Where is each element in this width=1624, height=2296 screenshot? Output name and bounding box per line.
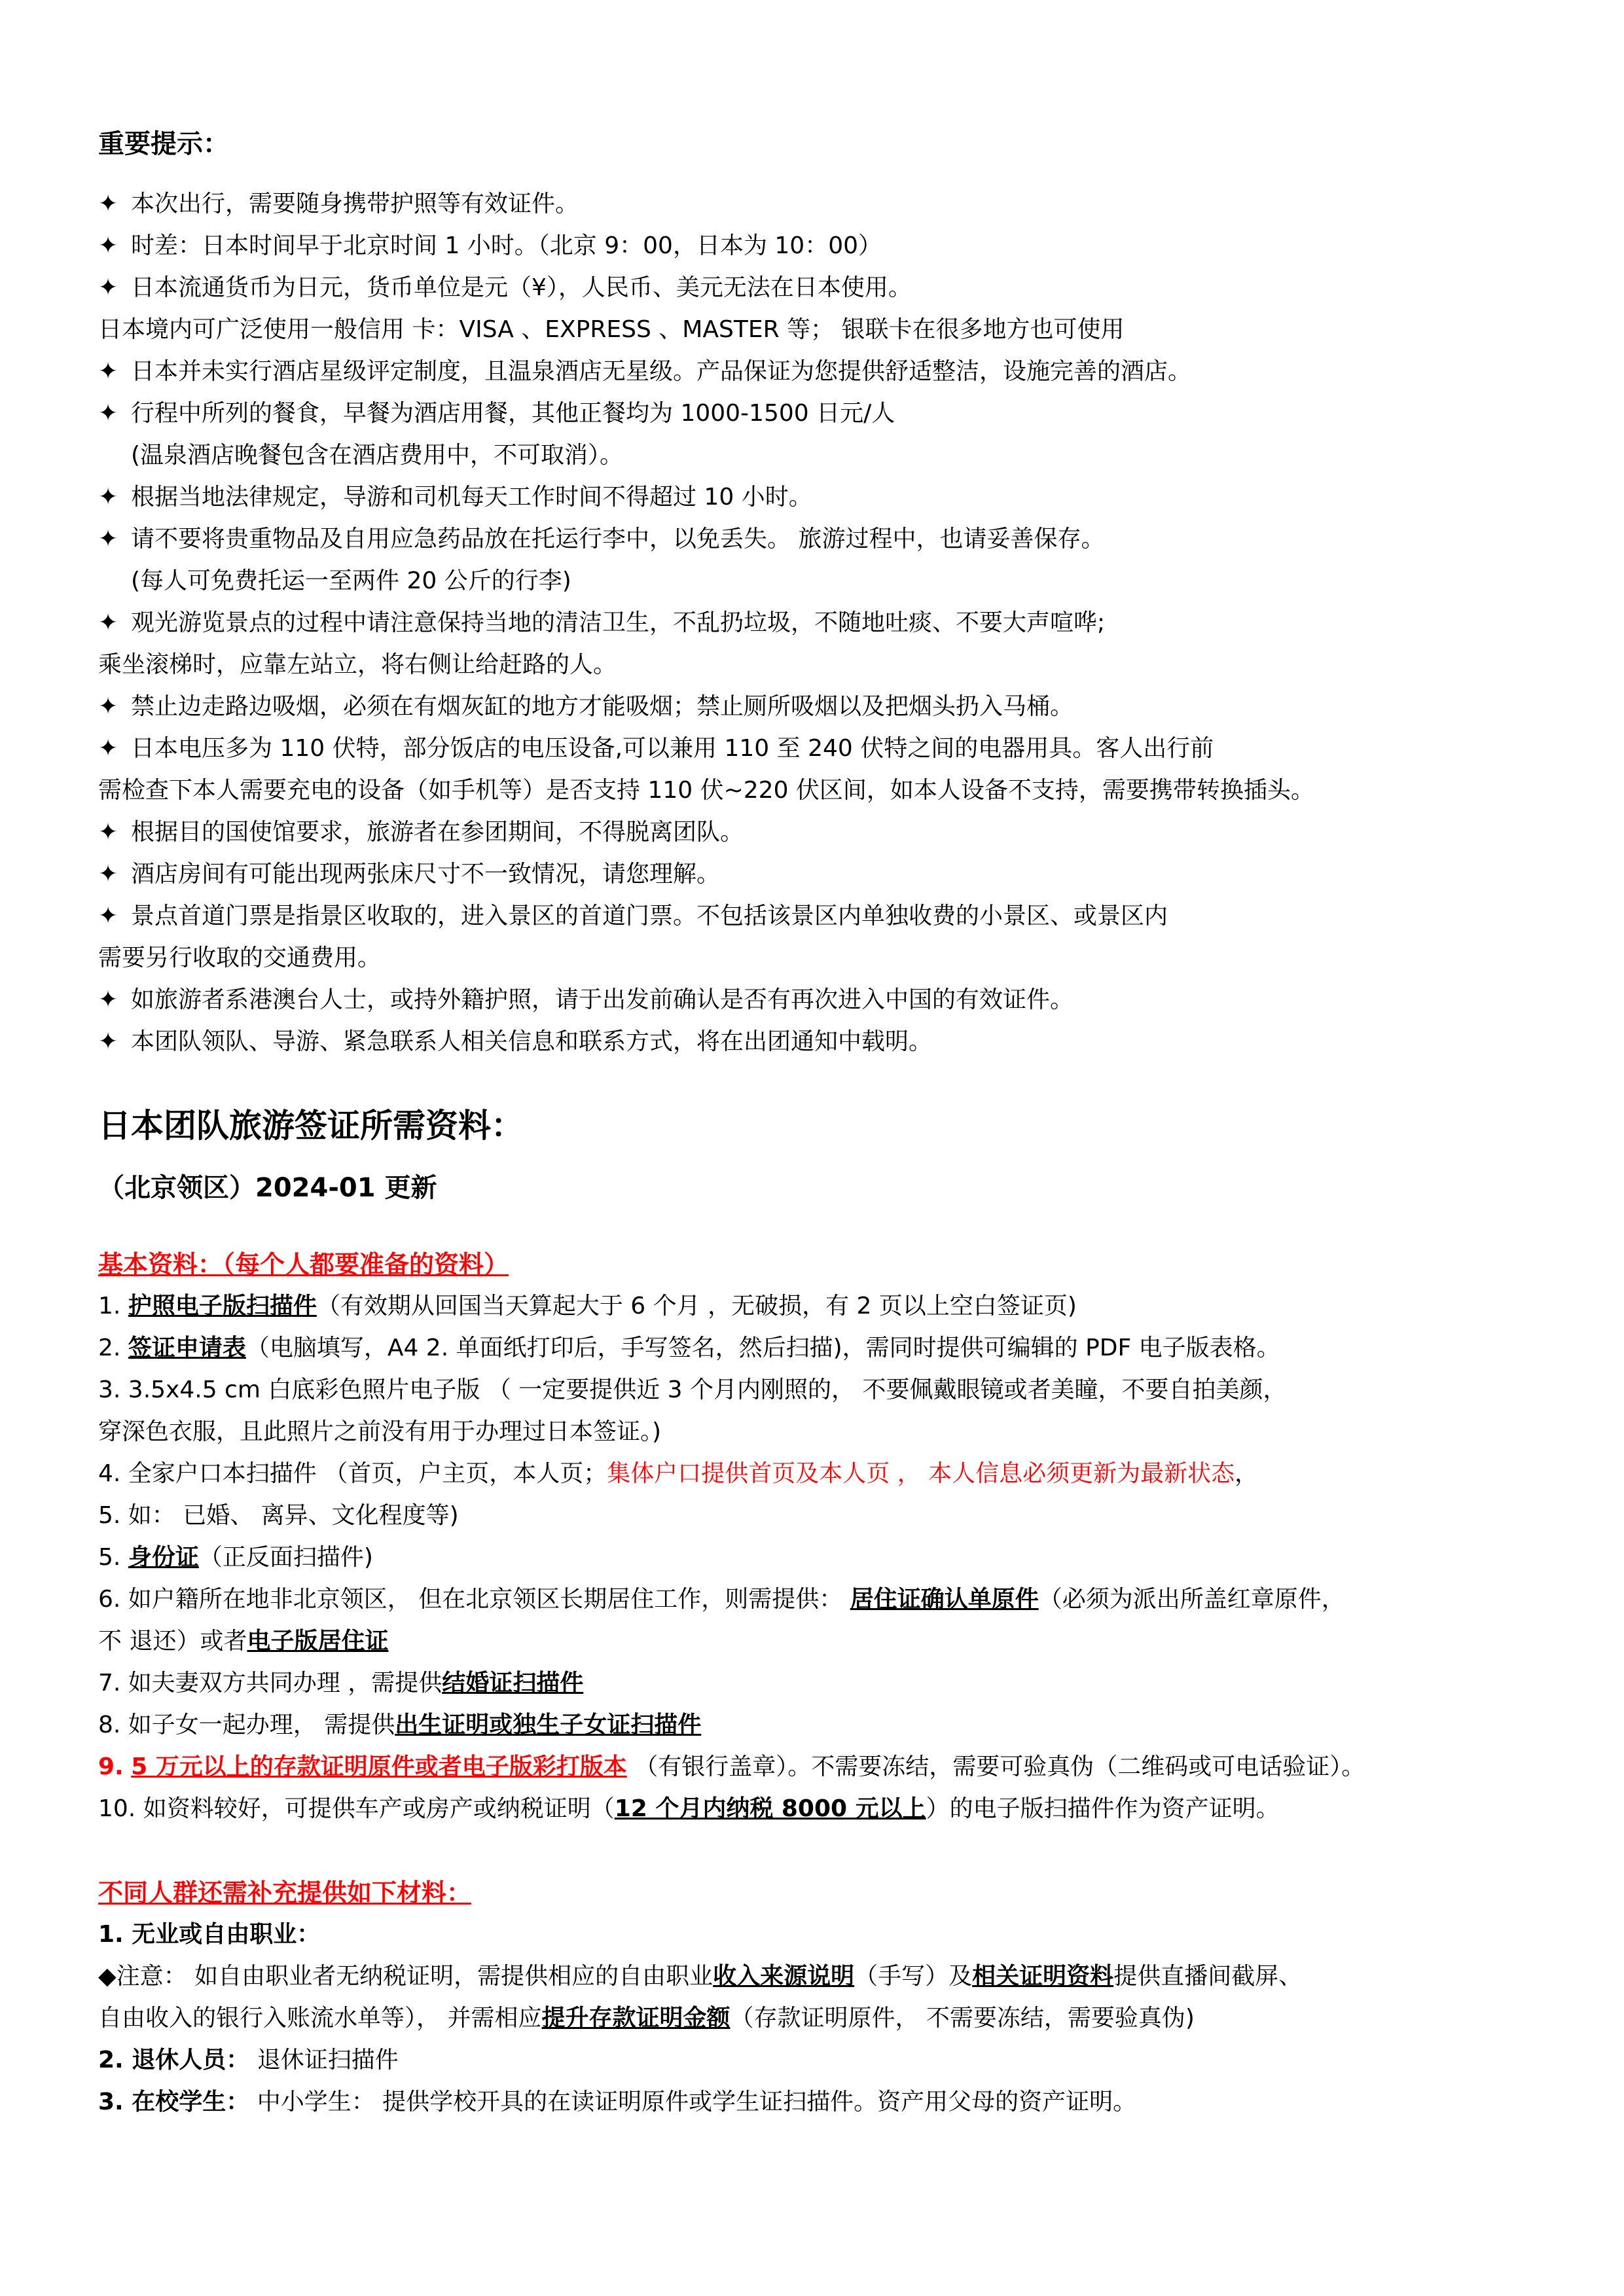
star-bullet-icon: ✦: [98, 735, 118, 762]
notice-title: 重要提示：: [98, 129, 229, 159]
star-bullet-icon: ✦: [98, 861, 118, 888]
requirement-item: 5. 身份证（正反面扫描件): [98, 1544, 373, 1571]
visa-subtitle: （北京领区）2024-01 更新: [98, 1173, 437, 1203]
notice-item: ✦ 观光游览景点的过程中请注意保持当地的清洁卫生，不乱扔垃圾，不随地吐痰、不要大声喧哗;: [98, 602, 1571, 644]
requirement-item: 7. 如夫妻双方共同办理 ，需提供结婚证扫描件: [98, 1670, 584, 1696]
star-bullet-icon: ✦: [98, 903, 118, 929]
notice-continuation: 需检查下本人需要充电的设备（如手机等）是否支持 110 伏~220 伏区间，如本人设备不支持，需要携带转换插头。: [98, 777, 1314, 804]
group-title-freelance: 1. 无业或自由职业：: [98, 1921, 321, 1948]
star-bullet-icon: ✦: [98, 400, 118, 427]
notice-item: ✦ 酒店房间有可能出现两张床尺寸不一致情况，请您理解。: [98, 853, 1571, 895]
group-retired: 2. 退休人员： 退休证扫描件: [98, 2047, 399, 2073]
star-bullet-icon: ✦: [98, 358, 118, 385]
notice-item: ✦ 日本并未实行酒店星级评定制度，且温泉酒店无星级。产品保证为您提供舒适整洁，设施完善的酒店。: [98, 351, 1571, 393]
requirement-continuation: 穿深色衣服，且此照片之前没有用于办理过日本签证。): [98, 1418, 662, 1445]
notice-item: ✦ 根据目的国使馆要求，旅游者在参团期间，不得脱离团队。: [98, 812, 1571, 853]
star-bullet-icon: ✦: [98, 274, 118, 301]
notice-item: ✦ 根据当地法律规定，导游和司机每天工作时间不得超过 10 小时。: [98, 476, 1571, 518]
requirement-item: 1. 护照电子版扫描件（有效期从回国当天算起大于 6 个月 ，无破损，有 2 页以上空白签证页): [98, 1293, 1077, 1319]
star-bullet-icon: ✦: [98, 232, 118, 259]
requirement-item: 6. 如户籍所在地非北京领区， 但在北京领区长期居住工作，则需提供： 居住证确认单原件（必须为派出所盖红章原件，: [98, 1586, 1345, 1613]
notice-item: ✦ 请不要将贵重物品及自用应急药品放在托运行李中，以免丢失。 旅游过程中，也请妥善保存。: [98, 518, 1571, 560]
notice-item: ✦ 景点首道门票是指景区收取的，进入景区的首道门票。不包括该景区内单独收费的小景区、或景区内: [98, 895, 1571, 937]
visa-title: 日本团队旅游签证所需资料：: [98, 1107, 524, 1145]
requirement-item: 8. 如子女一起办理， 需提供出生证明或独生子女证扫描件: [98, 1712, 702, 1738]
requirement-item: 9. 5 万元以上的存款证明原件或者电子版彩打版本 （有银行盖章）。不需要冻结，需要可验真伪（二维码或可电话验证）。: [98, 1753, 1365, 1780]
basic-section-heading: 基本资料：（每个人都要准备的资料）: [98, 1250, 509, 1279]
requirement-item: 10. 如资料较好，可提供车产或房产或纳税证明（12 个月内纳税 8000 元以上）的电子版扫描件作为资产证明。: [98, 1795, 1280, 1822]
notice-continuation: 需要另行收取的交通费用。: [98, 944, 382, 971]
notice-item: ✦ 行程中所列的餐食，早餐为酒店用餐，其他正餐均为 1000-1500 日元/人: [98, 393, 1571, 435]
requirement-item: 3. 3.5x4.5 cm 白底彩色照片电子版 （ 一定要提供近 3 个月内刚照的， 不要佩戴眼镜或者美瞳，不要自拍美颜，: [98, 1376, 1287, 1403]
star-bullet-icon: ✦: [98, 609, 118, 636]
notice-continuation: 乘坐滚梯时，应靠左站立，将右侧让给赶路的人。: [98, 651, 617, 678]
star-bullet-icon: ✦: [98, 526, 118, 552]
group-students: 3. 在校学生： 中小学生： 提供学校开具的在读证明原件或学生证扫描件。资产用父母的资产证明。: [98, 2089, 1137, 2115]
requirement-continuation: 不 退还）或者电子版居住证: [98, 1628, 389, 1655]
notice-continuation: (每人可免费托运一至两件 20 公斤的行李): [131, 567, 571, 594]
notice-item: ✦ 禁止边走路边吸烟，必须在有烟灰缸的地方才能吸烟；禁止厕所吸烟以及把烟头扔入马桶。: [98, 686, 1571, 728]
star-bullet-icon: ✦: [98, 1028, 118, 1055]
notice-item: ✦ 时差：日本时间早于北京时间 1 小时。（北京 9：00，日本为 10：00）: [98, 225, 1571, 267]
group-note: ◆注意： 如自由职业者无纳税证明，需提供相应的自由职业收入来源说明（手写）及相关证明资料提供直播间截屏、: [98, 1963, 1303, 1990]
star-bullet-icon: ✦: [98, 484, 118, 511]
notice-continuation: (温泉酒店晚餐包含在酒店费用中，不可取消）。: [131, 442, 624, 469]
requirement-item: 5. 如： 已婚、 离异、文化程度等): [98, 1502, 459, 1529]
notice-continuation: 日本境内可广泛使用一般信用 卡：VISA 、EXPRESS 、MASTER 等； 银联卡在很多地方也可使用: [98, 316, 1125, 343]
star-bullet-icon: ✦: [98, 819, 118, 846]
notice-item: ✦ 日本电压多为 110 伏特，部分饭店的电压设备,可以兼用 110 至 240 伏特之间的电器用具。客人出行前: [98, 728, 1571, 770]
requirement-item: 2. 签证申请表（电脑填写，A4 2. 单面纸打印后，手写签名，然后扫描)，需同时提供可编辑的 PDF 电子版表格。: [98, 1335, 1280, 1361]
group-note-continuation: 自由收入的银行入账流水单等）， 并需相应提升存款证明金额（存款证明原件， 不需要冻结，需要验真伪): [98, 2005, 1195, 2032]
notice-item: ✦ 本次出行，需要随身携带护照等有效证件。: [98, 183, 1571, 225]
star-bullet-icon: ✦: [98, 693, 118, 720]
extra-section-heading: 不同人群还需补充提供如下材料：: [98, 1878, 472, 1907]
notice-item: ✦ 日本流通货币为日元，货币单位是元（¥），人民币、美元无法在日本使用。: [98, 267, 1571, 309]
notice-item: ✦ 本团队领队、导游、紧急联系人相关信息和联系方式，将在出团通知中载明。: [98, 1021, 1571, 1063]
notice-item: ✦ 如旅游者系港澳台人士，或持外籍护照，请于出发前确认是否有再次进入中国的有效证件。: [98, 979, 1571, 1021]
star-bullet-icon: ✦: [98, 190, 118, 217]
requirement-item: 4. 全家户口本扫描件 （首页，户主页，本人页；集体户口提供首页及本人页 ， 本人信息必须更新为最新状态，: [98, 1460, 1259, 1487]
star-bullet-icon: ✦: [98, 986, 118, 1013]
